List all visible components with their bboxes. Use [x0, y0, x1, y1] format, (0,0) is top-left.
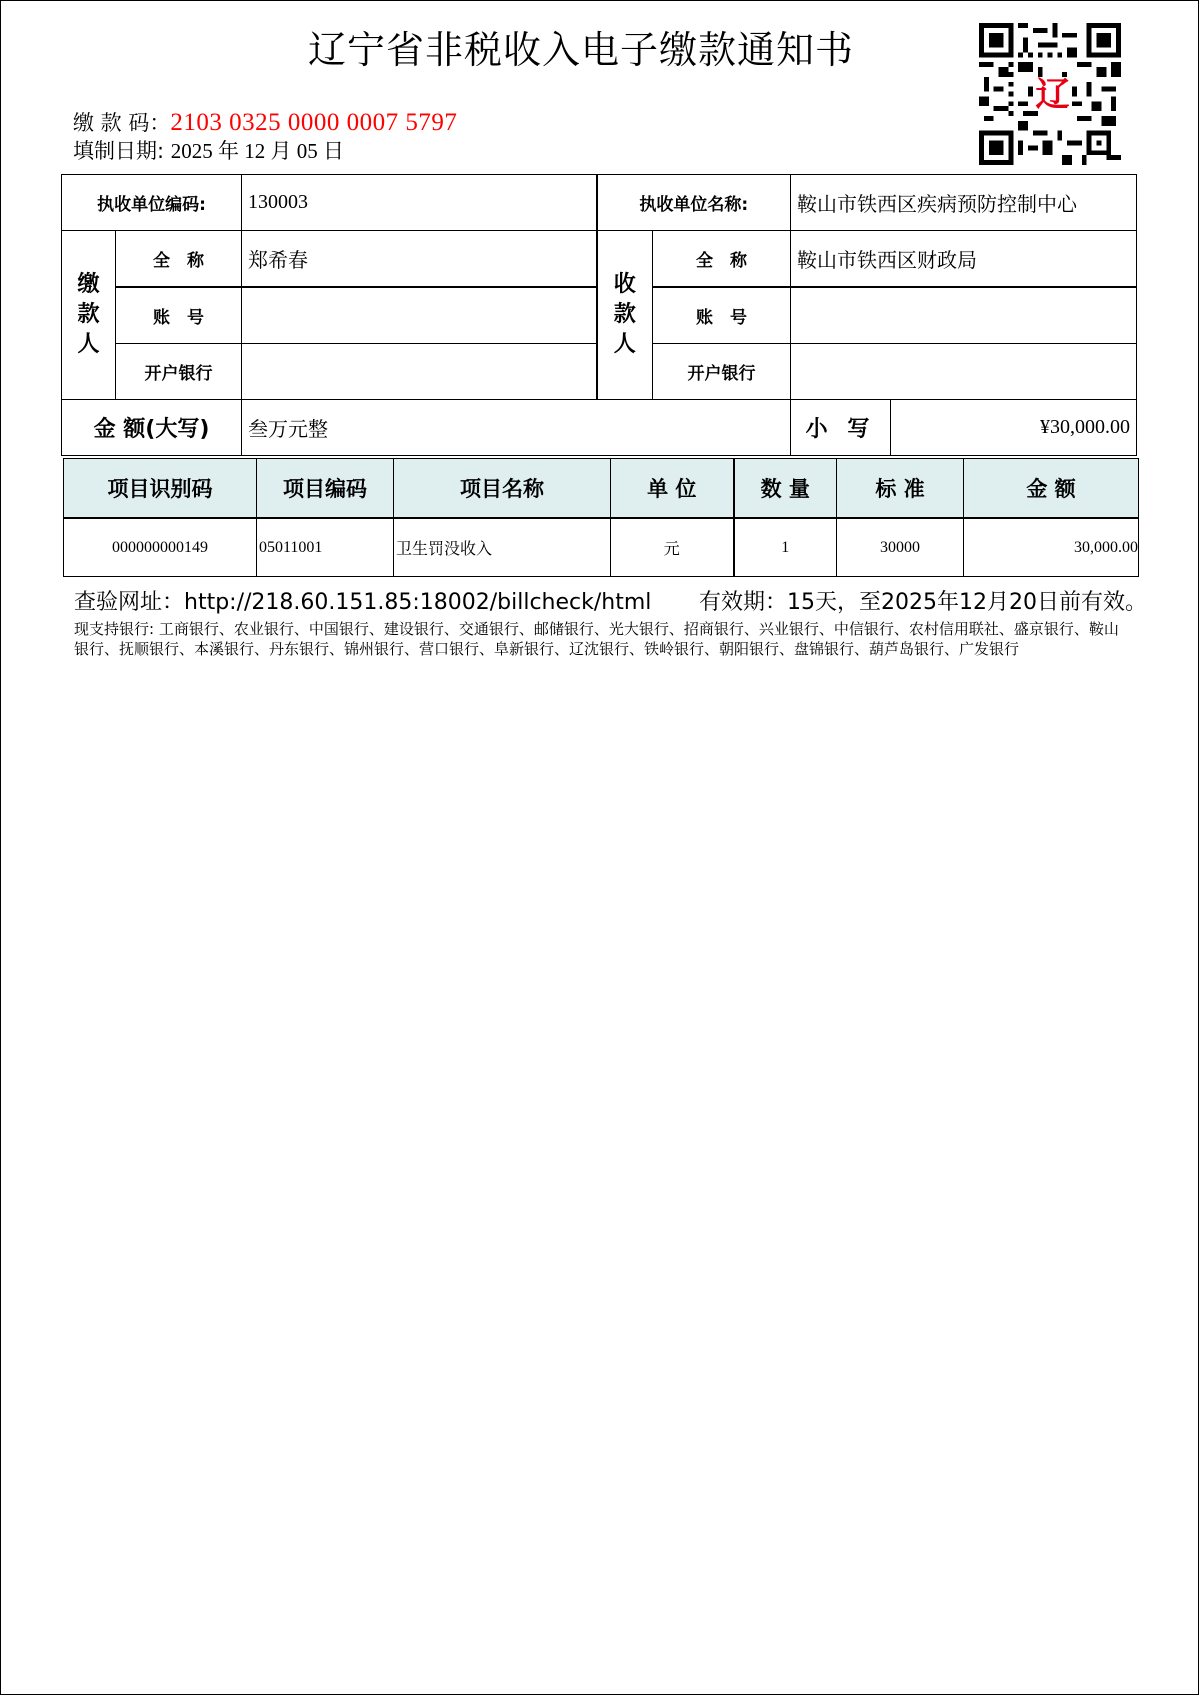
item-unit: 元	[611, 518, 734, 577]
payee-side-label: 收 款 人	[597, 231, 653, 400]
payee-name-label: 全 称	[653, 231, 791, 288]
col-item-id: 项目识别码	[64, 459, 257, 519]
col-standard: 标 准	[837, 459, 964, 519]
fill-date-label: 填制日期:	[73, 139, 165, 163]
col-unit: 单 位	[611, 459, 734, 519]
footer	[74, 585, 1147, 661]
payee-account	[791, 287, 1137, 344]
payment-info-table	[61, 174, 1137, 456]
table-row	[64, 518, 1139, 577]
payee-bank-label: 开户银行	[653, 344, 791, 400]
payment-code: 2103 0325 0000 0007 5797	[170, 109, 458, 136]
col-amount: 金 额	[964, 459, 1139, 519]
payee-account-label: 账 号	[653, 287, 791, 344]
items-table	[63, 458, 1139, 577]
payer-bank	[242, 344, 597, 400]
item-name: 卫生罚没收入	[394, 518, 611, 577]
verify-url[interactable]: 查验网址：http://218.60.151.85:18002/billcheck/html	[74, 590, 652, 615]
svg-text:辽: 辽	[1035, 75, 1070, 116]
item-standard: 30000	[837, 518, 964, 577]
items-header-row	[64, 459, 1139, 519]
col-item-name: 项目名称	[394, 459, 611, 519]
document-meta	[73, 109, 457, 165]
document-title: 辽宁省非税收入电子缴款通知书	[307, 28, 854, 72]
payer-bank-label: 开户银行	[116, 344, 242, 400]
collector-name-label: 执收单位名称:	[597, 175, 791, 231]
payer-side-label: 缴 款 人	[62, 231, 116, 400]
payer-name: 郑希春	[242, 231, 597, 288]
amount-upper-label: 金 额(大写)	[62, 400, 242, 456]
payment-code-label: 缴 款 码：	[73, 111, 171, 135]
collector-code: 130003	[242, 175, 597, 231]
item-code: 05011001	[257, 518, 394, 577]
collector-name: 鞍山市铁西区疾病预防控制中心	[791, 175, 1137, 231]
collector-code-label: 执收单位编码:	[62, 175, 242, 231]
qr-code-icon	[979, 23, 1121, 165]
col-item-code: 项目编码	[257, 459, 394, 519]
item-quantity: 1	[734, 518, 837, 577]
payee-bank	[791, 344, 1137, 400]
col-quantity: 数 量	[734, 459, 837, 519]
amount-upper: 叁万元整	[242, 400, 791, 456]
validity-notice: 有效期：15天，至2025年12月20日前有效。	[699, 590, 1147, 615]
fill-date: 2025 年 12 月 05 日	[170, 139, 345, 163]
payer-name-label: 全 称	[116, 231, 242, 288]
item-amount: 30,000.00	[964, 518, 1139, 577]
amount-lower: ¥30,000.00	[891, 400, 1137, 456]
amount-lower-label: 小 写	[791, 400, 891, 456]
payer-account	[242, 287, 597, 344]
supported-banks: 现支持银行: 工商银行、农业银行、中国银行、建设银行、交通银行、邮储银行、光大银行、招商银行、兴业银行、中信银行、农村信用联社、盛京银行、鞍山银行、抚顺银行、本溪银行、丹东银行、锦州银行、营口银行、阜新银行、辽沈银行、铁岭银行、朝阳银行、盘锦银行、葫芦岛银行、广发银行	[74, 620, 1119, 658]
payer-account-label: 账 号	[116, 287, 242, 344]
item-id: 000000000149	[64, 518, 257, 577]
payee-name: 鞍山市铁西区财政局	[791, 231, 1137, 288]
